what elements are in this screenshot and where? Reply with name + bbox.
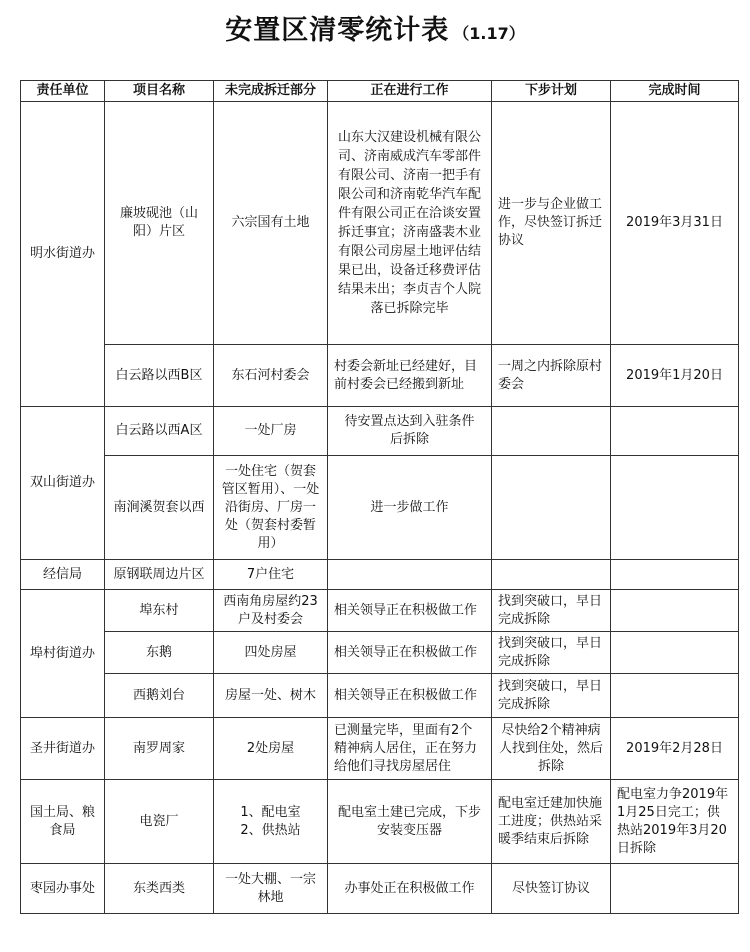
cell-current: 相关领导正在积极做工作 (328, 674, 492, 718)
cell-done (611, 560, 739, 590)
cell-next: 配电室迁建加快施工进度；供热站采暖季结束后拆除 (492, 780, 611, 864)
cell-done (611, 456, 739, 560)
cell-project: 埠东村 (105, 590, 214, 632)
table-row (21, 590, 739, 632)
cell-unit: 埠村街道办 (21, 590, 105, 718)
table-row (21, 345, 739, 407)
cell-unit: 国土局、粮食局 (21, 780, 105, 864)
cell-next (492, 456, 611, 560)
cell-remaining: 一处大棚、一宗林地 (214, 864, 328, 914)
cell-remaining: 六宗国有土地 (214, 102, 328, 345)
header-next: 下步计划 (492, 81, 611, 102)
cell-done (611, 407, 739, 456)
cell-done (611, 590, 739, 632)
cell-remaining: 7户住宅 (214, 560, 328, 590)
header-current: 正在进行工作 (328, 81, 492, 102)
cell-project: 白云路以西B区 (105, 345, 214, 407)
cell-project: 东鹅 (105, 632, 214, 674)
cell-current: 配电室土建已完成，下步安装变压器 (328, 780, 492, 864)
cell-unit: 明水街道办 (21, 102, 105, 407)
cell-next: 尽快签订协议 (492, 864, 611, 914)
cell-done (611, 632, 739, 674)
header-remaining: 未完成拆迁部分 (214, 81, 328, 102)
cell-remaining: 一处住宅（贺套管区暂用）、一处沿街房、厂房一处（贺套村委暂用） (214, 456, 328, 560)
cell-remaining: 1、配电室 2、供热站 (214, 780, 328, 864)
cell-project: 西鹅刘台 (105, 674, 214, 718)
header-done: 完成时间 (611, 81, 739, 102)
cell-remaining: 西南角房屋约23户及村委会 (214, 590, 328, 632)
cell-done (611, 864, 739, 914)
cell-next: 进一步与企业做工作，尽快签订拆迁协议 (492, 102, 611, 345)
cell-remaining: 四处房屋 (214, 632, 328, 674)
table-row (21, 102, 739, 345)
header-unit: 责任单位 (21, 81, 105, 102)
cell-next: 找到突破口，早日完成拆除 (492, 632, 611, 674)
cell-current: 相关领导正在积极做工作 (328, 632, 492, 674)
table-row (21, 456, 739, 560)
title-date: （1.17） (453, 24, 525, 43)
cell-current: 办事处正在积极做工作 (328, 864, 492, 914)
page-title (0, 8, 750, 47)
cell-done: 2019年2月28日 (611, 718, 739, 780)
table-row (21, 407, 739, 456)
cell-next (492, 407, 611, 456)
header-row (21, 81, 739, 102)
table-row (21, 718, 739, 780)
cell-current: 相关领导正在积极做工作 (328, 590, 492, 632)
cell-project: 电瓷厂 (105, 780, 214, 864)
clearance-table (20, 80, 739, 914)
cell-current: 已测量完毕，里面有2个精神病人居住，正在努力给他们寻找房屋居住 (328, 718, 492, 780)
cell-next: 找到突破口，早日完成拆除 (492, 674, 611, 718)
cell-project: 原钢联周边片区 (105, 560, 214, 590)
table-row (21, 780, 739, 864)
cell-current: 待安置点达到入驻条件后拆除 (328, 407, 492, 456)
cell-remaining: 2处房屋 (214, 718, 328, 780)
cell-next: 找到突破口，早日完成拆除 (492, 590, 611, 632)
table-row (21, 674, 739, 718)
cell-project: 南罗周家 (105, 718, 214, 780)
cell-next: 一周之内拆除原村委会 (492, 345, 611, 407)
cell-next: 尽快给2个精神病人找到住处，然后拆除 (492, 718, 611, 780)
cell-project: 廉坡砚池（山阳）片区 (105, 102, 214, 345)
cell-next (492, 560, 611, 590)
cell-done: 2019年1月20日 (611, 345, 739, 407)
title-text: 安置区清零统计表 (225, 15, 450, 46)
cell-done (611, 674, 739, 718)
cell-project: 白云路以西A区 (105, 407, 214, 456)
cell-unit: 经信局 (21, 560, 105, 590)
cell-project: 东类西类 (105, 864, 214, 914)
table-row (21, 864, 739, 914)
cell-project: 南涧溪贺套以西 (105, 456, 214, 560)
cell-remaining: 东石河村委会 (214, 345, 328, 407)
table-row (21, 632, 739, 674)
cell-unit: 双山街道办 (21, 407, 105, 560)
cell-remaining: 一处厂房 (214, 407, 328, 456)
cell-remaining: 房屋一处、树木 (214, 674, 328, 718)
table-row (21, 560, 739, 590)
cell-unit: 圣井街道办 (21, 718, 105, 780)
cell-done: 配电室力争2019年1月25日完工；供热站2019年3月20日拆除 (611, 780, 739, 864)
cell-current: 进一步做工作 (328, 456, 492, 560)
cell-current: 村委会新址已经建好，目前村委会已经搬到新址 (328, 345, 492, 407)
cell-done: 2019年3月31日 (611, 102, 739, 345)
cell-unit: 枣园办事处 (21, 864, 105, 914)
cell-current (328, 560, 492, 590)
cell-current: 山东大汉建设机械有限公司、济南威成汽车零部件有限公司、济南一把手有限公司和济南乾华汽车配件有限公司正在洽谈安置拆迁事宜；济南盛裴木业有限公司房屋土地评估结果已出，设备迁移费评估结果未出；李贞吉个人院落已拆除完毕 (328, 102, 492, 345)
header-project: 项目名称 (105, 81, 214, 102)
